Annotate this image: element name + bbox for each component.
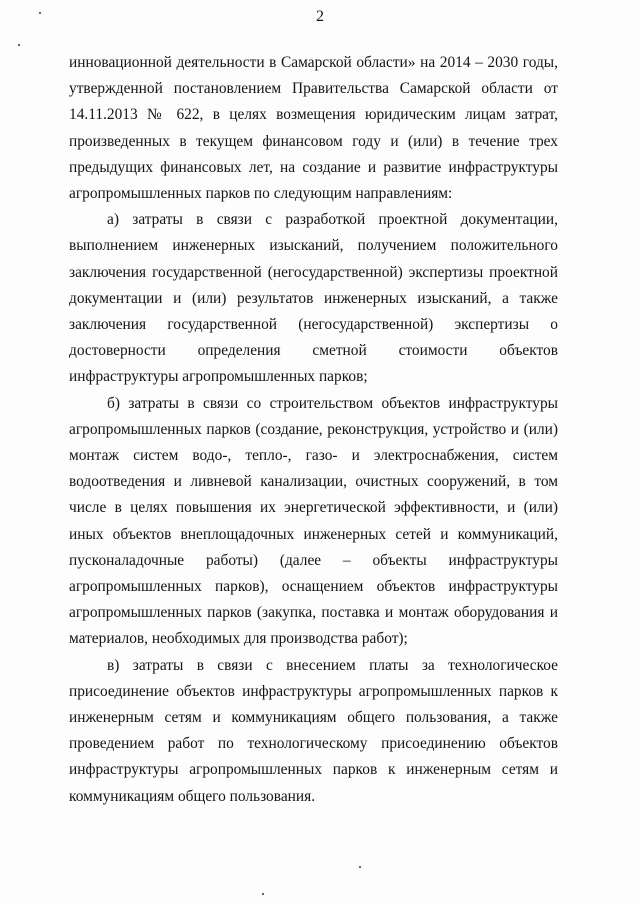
body-text <box>69 50 558 810</box>
paragraph-item-c: в) затраты в связи с внесением платы за технологическое присоединение объектов инфраструктуры агропромышленных парков к инженерным сетям и коммуникациям общего пользования, а также проведением работ по технологическому присоединению объектов инфраструктуры агропромышленных парков к инженерным сетям и коммуникациям общего пользования. <box>69 656 558 805</box>
scan-speck <box>18 44 20 46</box>
paragraph-item-a: а) затраты в связи с разработкой проектной документации, выполнением инженерных изысканий, получением положительного заключения государственной (негосударственной) экспертизы проектной документации и (или) результатов инженерных изысканий, а также заключения государственной (негосударственной) экспертизы о достоверности определения сметной стоимости объектов инфраструктуры агропромышленных парков; <box>69 211 558 386</box>
scan-speck <box>262 893 264 895</box>
page-number: 2 <box>316 8 324 25</box>
scan-speck <box>359 866 361 868</box>
paragraph-item-b: б) затраты в связи со строительством объектов инфраструктуры агропромышленных парков (создание, реконструкция, устройство и (или) монтаж систем водо-, тепло-, газо- и электроснабжения, систем водоотведения и ливневой канализации, очистных сооружений, в том числе в целях повышения их энергетической эффективности, и (или) иных объектов внеплощадочных инженерных сетей и коммуникаций, пусконаладочные работы) (далее – объекты инфраструктуры агропромышленных парков), оснащением объектов инфраструктуры агропромышленных парков (закупка, поставка и монтаж оборудования и материалов, необходимых для производства работ); <box>69 394 558 648</box>
scan-speck <box>39 12 41 14</box>
paragraph-continuation: инновационной деятельности в Самарской области» на 2014 – 2030 годы, утвержденной постановлением Правительства Самарской области от 14.11.2013 № 622, в целях возмещения юридическим лицам затрат, произведенных в текущем финансовом году и (или) в течение трех предыдущих финансовых лет, на создание и развитие инфраструктуры агропромышленных парков по следующим направлениям: <box>69 54 558 203</box>
